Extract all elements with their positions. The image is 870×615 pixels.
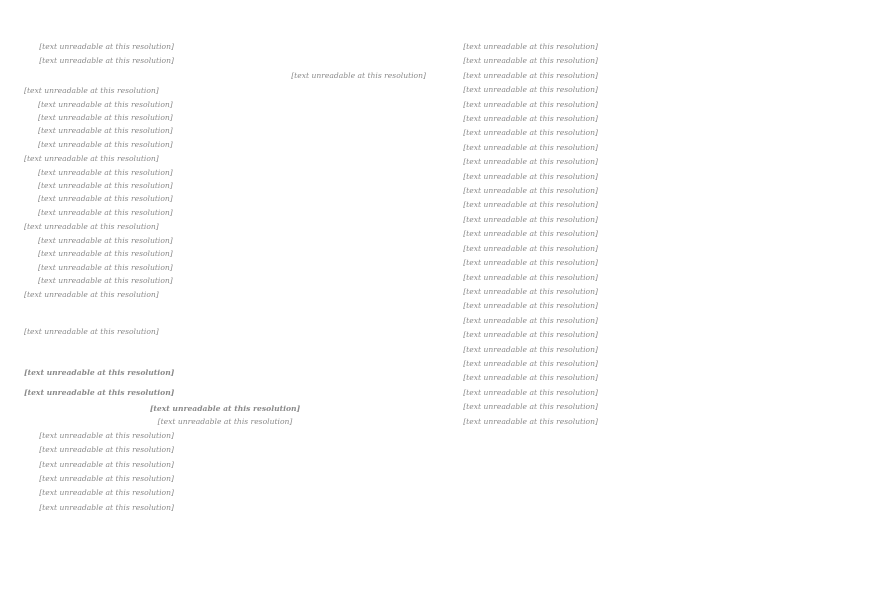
story-paragraph: [text unreadable at this resolution] <box>463 99 598 109</box>
section-heading: [text unreadable at this resolution] <box>24 368 175 378</box>
story-paragraph: [text unreadable at this resolution] <box>463 157 598 167</box>
question-stem: [text unreadable at this resolution] <box>24 222 159 232</box>
story-paragraph: [text unreadable at this resolution] <box>463 344 598 354</box>
question-4: [text unreadable at this resolution] <box>24 290 159 300</box>
story-paragraph: [text unreadable at this resolution] <box>463 373 598 383</box>
story-paragraph: [text unreadable at this resolution] <box>39 502 174 512</box>
story-paragraph: [text unreadable at this resolution] <box>463 85 598 95</box>
story-paragraph: [text unreadable at this resolution] <box>39 445 174 455</box>
right-column <box>448 40 850 429</box>
option-c: [text unreadable at this resolution] <box>38 126 173 136</box>
question-5: [text unreadable at this resolution] <box>24 326 159 336</box>
story-paragraph: [text unreadable at this resolution] <box>463 70 598 80</box>
story-paragraph: [text unreadable at this resolution] <box>463 114 598 124</box>
story-paragraph: [text unreadable at this resolution] <box>463 286 598 296</box>
story-continuation <box>448 40 850 428</box>
story-paragraph: [text unreadable at this resolution] <box>463 56 598 66</box>
story-title: [text unreadable at this resolution] <box>149 403 301 413</box>
answer-space <box>24 338 426 360</box>
story-paragraph: [text unreadable at this resolution] <box>39 488 174 498</box>
story-paragraph: [text unreadable at this resolution] <box>463 387 598 397</box>
option-b: [text unreadable at this resolution] <box>38 113 173 123</box>
story-paragraph: [text unreadable at this resolution] <box>463 214 598 224</box>
option-c: [text unreadable at this resolution] <box>38 262 173 272</box>
story-author: [text unreadable at this resolution] <box>157 417 293 427</box>
story-paragraph: [text unreadable at this resolution] <box>463 229 598 239</box>
intro-paragraph: [text unreadable at this resolution] <box>39 42 174 51</box>
story-paragraph: [text unreadable at this resolution] <box>463 272 598 282</box>
story-paragraph: [text unreadable at this resolution] <box>463 301 598 311</box>
story-paragraph: [text unreadable at this resolution] <box>39 459 174 469</box>
story-paragraph: [text unreadable at this resolution] <box>463 42 598 51</box>
option-d: [text unreadable at this resolution] <box>38 207 173 217</box>
story-paragraph: [text unreadable at this resolution] <box>463 128 598 138</box>
option-a: [text unreadable at this resolution] <box>38 167 173 177</box>
story-paragraph: [text unreadable at this resolution] <box>39 430 174 440</box>
question-3 <box>24 220 426 287</box>
answer-space <box>24 302 426 324</box>
story-paragraph: [text unreadable at this resolution] <box>463 186 598 196</box>
story-paragraph: [text unreadable at this resolution] <box>463 258 598 268</box>
question-stem: [text unreadable at this resolution] <box>24 154 159 164</box>
story-paragraph: [text unreadable at this resolution] <box>463 358 598 368</box>
story-paragraph: [text unreadable at this resolution] <box>463 330 598 340</box>
story-paragraph: [text unreadable at this resolution] <box>463 315 598 325</box>
story-paragraph: [text unreadable at this resolution] <box>463 416 598 426</box>
story-paragraph: [text unreadable at this resolution] <box>39 473 174 483</box>
option-d: [text unreadable at this resolution] <box>38 275 173 285</box>
option-b: [text unreadable at this resolution] <box>38 249 173 259</box>
story-paragraph: [text unreadable at this resolution] <box>463 142 598 152</box>
story-paragraph: [text unreadable at this resolution] <box>463 243 598 253</box>
section-instruction: [text unreadable at this resolution] <box>24 387 175 397</box>
story-paragraph: [text unreadable at this resolution] <box>463 402 598 412</box>
option-b: [text unreadable at this resolution] <box>38 181 173 191</box>
story-text <box>24 429 426 514</box>
question-1 <box>24 84 426 151</box>
option-a: [text unreadable at this resolution] <box>38 99 173 109</box>
intro-paragraph: [text unreadable at this resolution] <box>39 56 174 66</box>
left-column <box>24 40 426 515</box>
story-paragraph: [text unreadable at this resolution] <box>463 171 598 181</box>
option-a: [text unreadable at this resolution] <box>38 235 173 245</box>
option-c: [text unreadable at this resolution] <box>38 194 173 204</box>
source-citation: [text unreadable at this resolution] <box>291 70 426 80</box>
question-stem: [text unreadable at this resolution] <box>24 86 159 96</box>
question-2 <box>24 152 426 219</box>
story-paragraph: [text unreadable at this resolution] <box>463 200 598 210</box>
option-d: [text unreadable at this resolution] <box>38 139 173 149</box>
